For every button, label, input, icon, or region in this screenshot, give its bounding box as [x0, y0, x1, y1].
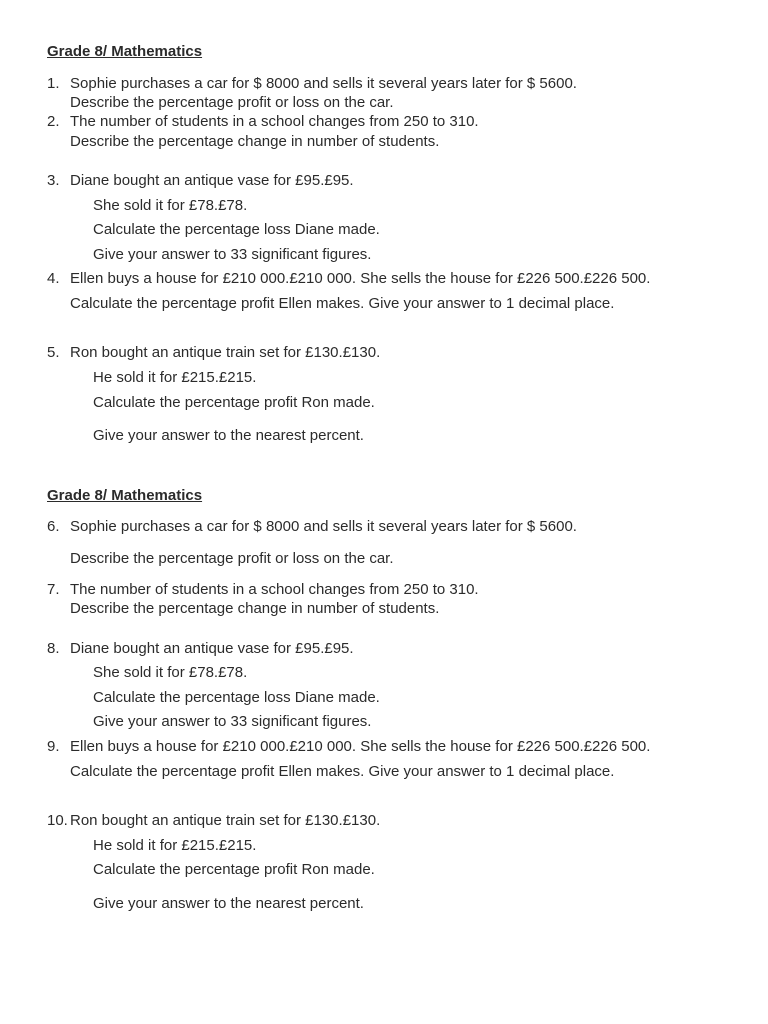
question-number: 2. [47, 113, 60, 130]
question-number: 8. [47, 640, 60, 657]
question-text: The number of students in a school changes from 250 to 310. [70, 581, 479, 598]
question-number: 9. [47, 738, 60, 755]
question-number: 10. [47, 812, 68, 829]
question-number: 3. [47, 172, 60, 189]
question-number: 5. [47, 344, 60, 361]
question-text: Ellen buys a house for £210 000.£210 000. She sells the house for £226 500.£226 500. [70, 270, 651, 287]
question-text: Calculate the percentage profit Ellen makes. Give your answer to 1 decimal place. [70, 763, 615, 780]
question-text: Ellen buys a house for £210 000.£210 000. She sells the house for £226 500.£226 500. [70, 738, 651, 755]
question-text: Sophie purchases a car for $ 8000 and sells it several years later for $ 5600. [70, 75, 577, 92]
question-text: Ron bought an antique train set for £130.£130. [70, 344, 381, 361]
question-text: Give your answer to the nearest percent. [93, 427, 364, 444]
question-text: He sold it for £215.£215. [93, 837, 257, 854]
question-text: Sophie purchases a car for $ 8000 and sells it several years later for $ 5600. [70, 518, 577, 535]
question-text: Describe the percentage profit or loss on the car. [70, 94, 394, 111]
question-text: Calculate the percentage loss Diane made. [93, 221, 380, 238]
question-text: Give your answer to the nearest percent. [93, 895, 364, 912]
question-number: 6. [47, 518, 60, 535]
question-text: Ron bought an antique train set for £130.£130. [70, 812, 381, 829]
question-text: She sold it for £78.£78. [93, 664, 248, 681]
question-text: Calculate the percentage profit Ellen makes. Give your answer to 1 decimal place. [70, 295, 615, 312]
question-text: The number of students in a school changes from 250 to 310. [70, 113, 479, 130]
question-number: 7. [47, 581, 60, 598]
question-text: She sold it for £78.£78. [93, 197, 248, 214]
question-text: Calculate the percentage loss Diane made. [93, 689, 380, 706]
question-text: Give your answer to 33 significant figures. [93, 246, 372, 263]
question-text: Diane bought an antique vase for £95.£95. [70, 172, 354, 189]
question-text: Describe the percentage change in number of students. [70, 133, 440, 150]
question-text: Diane bought an antique vase for £95.£95. [70, 640, 354, 657]
question-text: Calculate the percentage profit Ron made. [93, 861, 375, 878]
question-text: He sold it for £215.£215. [93, 369, 257, 386]
question-text: Describe the percentage change in number of students. [70, 600, 440, 617]
question-number: 1. [47, 75, 60, 92]
question-text: Describe the percentage profit or loss on the car. [70, 550, 394, 567]
question-text: Give your answer to 33 significant figures. [93, 713, 372, 730]
question-text: Calculate the percentage profit Ron made. [93, 394, 375, 411]
question-number: 4. [47, 270, 60, 287]
section-heading: Grade 8/ Mathematics [47, 487, 203, 504]
section-heading: Grade 8/ Mathematics [47, 43, 203, 60]
